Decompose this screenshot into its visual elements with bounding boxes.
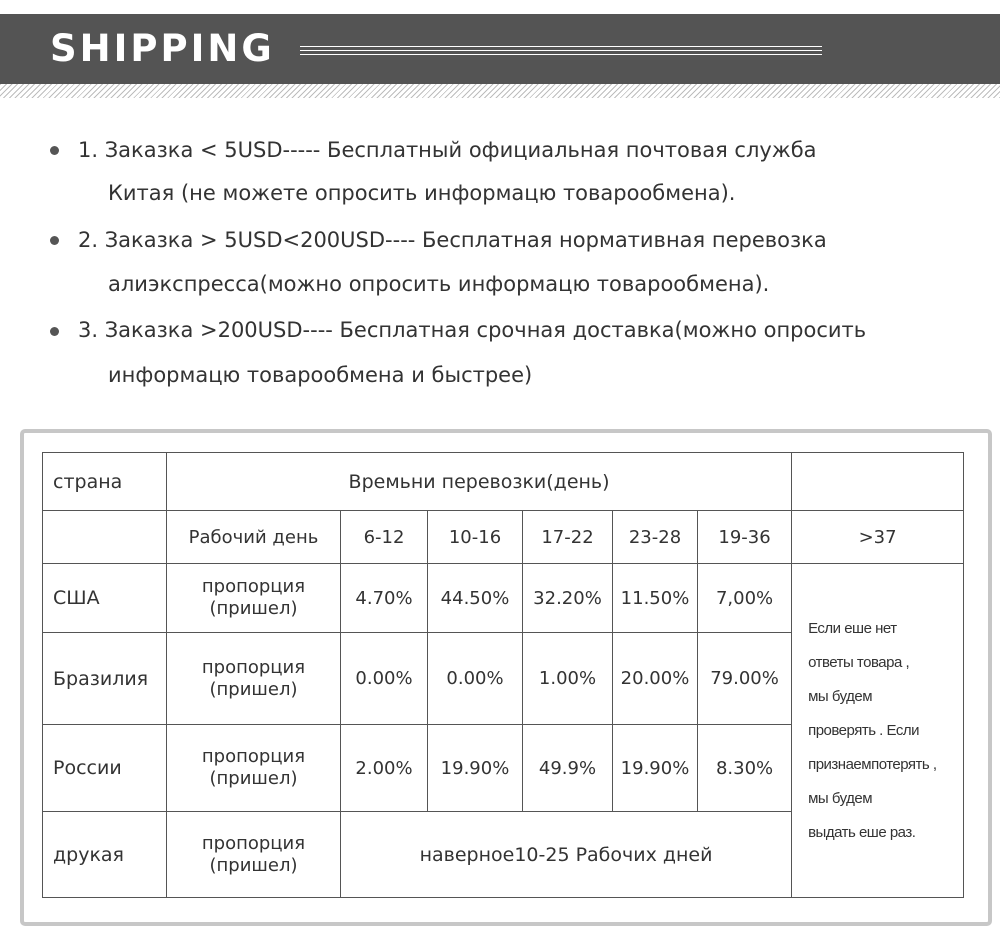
- bullet-text-line: информацю товарообмена и быстрее): [108, 363, 533, 387]
- value-cell: 19.90%: [613, 725, 698, 812]
- range-header-cell: 23-28: [613, 511, 698, 564]
- range-header-cell: 6-12: [341, 511, 428, 564]
- proportion-line: (пришел): [209, 854, 298, 876]
- proportion-line: пропорция: [201, 576, 306, 597]
- value-cell: 0.00%: [341, 633, 428, 725]
- banner-hatch-strip: [0, 84, 1000, 98]
- banner-rule-top: [300, 46, 822, 47]
- value-cell: 1.00%: [523, 633, 613, 725]
- proportion-label: [167, 725, 341, 812]
- proportion-label: [167, 564, 341, 633]
- bullet-text-line: алиэкспресса(можно опросить информацю товарообмена).: [108, 272, 770, 296]
- bullet-text-line: 3. Заказка >200USD---- Бесплатная срочная доставка(можно опросить: [78, 318, 867, 342]
- range-header-cell: 10-16: [428, 511, 523, 564]
- bullet-dot-icon: [50, 146, 59, 155]
- other-country-time-cell: наверное10-25 Рабочих дней: [341, 812, 792, 898]
- note-line: выдать еше раз.: [808, 823, 916, 841]
- header-empty-cell: [792, 453, 964, 511]
- bullet-dot-icon: [50, 236, 59, 245]
- value-cell: 4.70%: [341, 564, 428, 633]
- value-cell: 32.20%: [523, 564, 613, 633]
- range-header-cell: >37: [792, 511, 964, 564]
- value-cell: 2.00%: [341, 725, 428, 812]
- table-row: [43, 564, 964, 633]
- proportion-line: пропорция: [201, 746, 306, 767]
- note-line: мы будем: [808, 687, 873, 705]
- lost-package-note: [792, 564, 964, 898]
- shipping-time-header: Времьни перевозки(день): [167, 453, 792, 511]
- value-cell: 11.50%: [613, 564, 698, 633]
- proportion-line: (пришел): [209, 678, 298, 700]
- proportion-line: пропорция: [201, 656, 306, 678]
- proportion-label: [167, 633, 341, 725]
- workday-label: Рабочий день: [167, 511, 341, 564]
- bullet-text-line: 1. Заказка < 5USD----- Бесплатный официальная почтовая служба: [78, 138, 817, 162]
- value-cell: 8.30%: [698, 725, 792, 812]
- proportion-line: пропорция: [201, 832, 306, 854]
- note-line: проверять . Если: [808, 721, 919, 739]
- banner-rule-bottom: [300, 54, 822, 55]
- value-cell: 0.00%: [428, 633, 523, 725]
- range-header-cell: 17-22: [523, 511, 613, 564]
- country-cell: США: [43, 564, 167, 633]
- banner-title: SHIPPING: [50, 27, 275, 70]
- value-cell: 7,00%: [698, 564, 792, 633]
- value-cell: 19.90%: [428, 725, 523, 812]
- country-cell: друкая: [43, 812, 167, 898]
- note-line: ответы товара ,: [808, 653, 910, 671]
- banner-rule-middle: [300, 50, 822, 51]
- note-line: признаемпотерять ,: [808, 755, 937, 773]
- range-row-empty-cell: [43, 511, 167, 564]
- country-cell: Бразилия: [43, 633, 167, 725]
- country-column-header: страна: [43, 453, 167, 511]
- proportion-line: (пришел): [209, 598, 298, 619]
- country-cell: России: [43, 725, 167, 812]
- bullet-dot-icon: [50, 327, 59, 336]
- value-cell: 49.9%: [523, 725, 613, 812]
- proportion-label: [167, 812, 341, 898]
- value-cell: 79.00%: [698, 633, 792, 725]
- note-line: Если еше нет: [808, 619, 897, 637]
- bullet-text-line: 2. Заказка > 5USD<200USD---- Бесплатная нормативная перевозка: [78, 228, 827, 252]
- proportion-line: (пришел): [209, 768, 298, 789]
- bullet-text-line: Китая (не можете опросить информацю товарообмена).: [108, 181, 736, 205]
- value-cell: 44.50%: [428, 564, 523, 633]
- table-range-row: [43, 511, 964, 564]
- shipping-banner: [0, 14, 1000, 84]
- value-cell: 20.00%: [613, 633, 698, 725]
- table-header-row: [43, 453, 964, 511]
- shipping-time-table: [42, 452, 964, 898]
- range-header-cell: 19-36: [698, 511, 792, 564]
- note-line: мы будем: [808, 789, 873, 807]
